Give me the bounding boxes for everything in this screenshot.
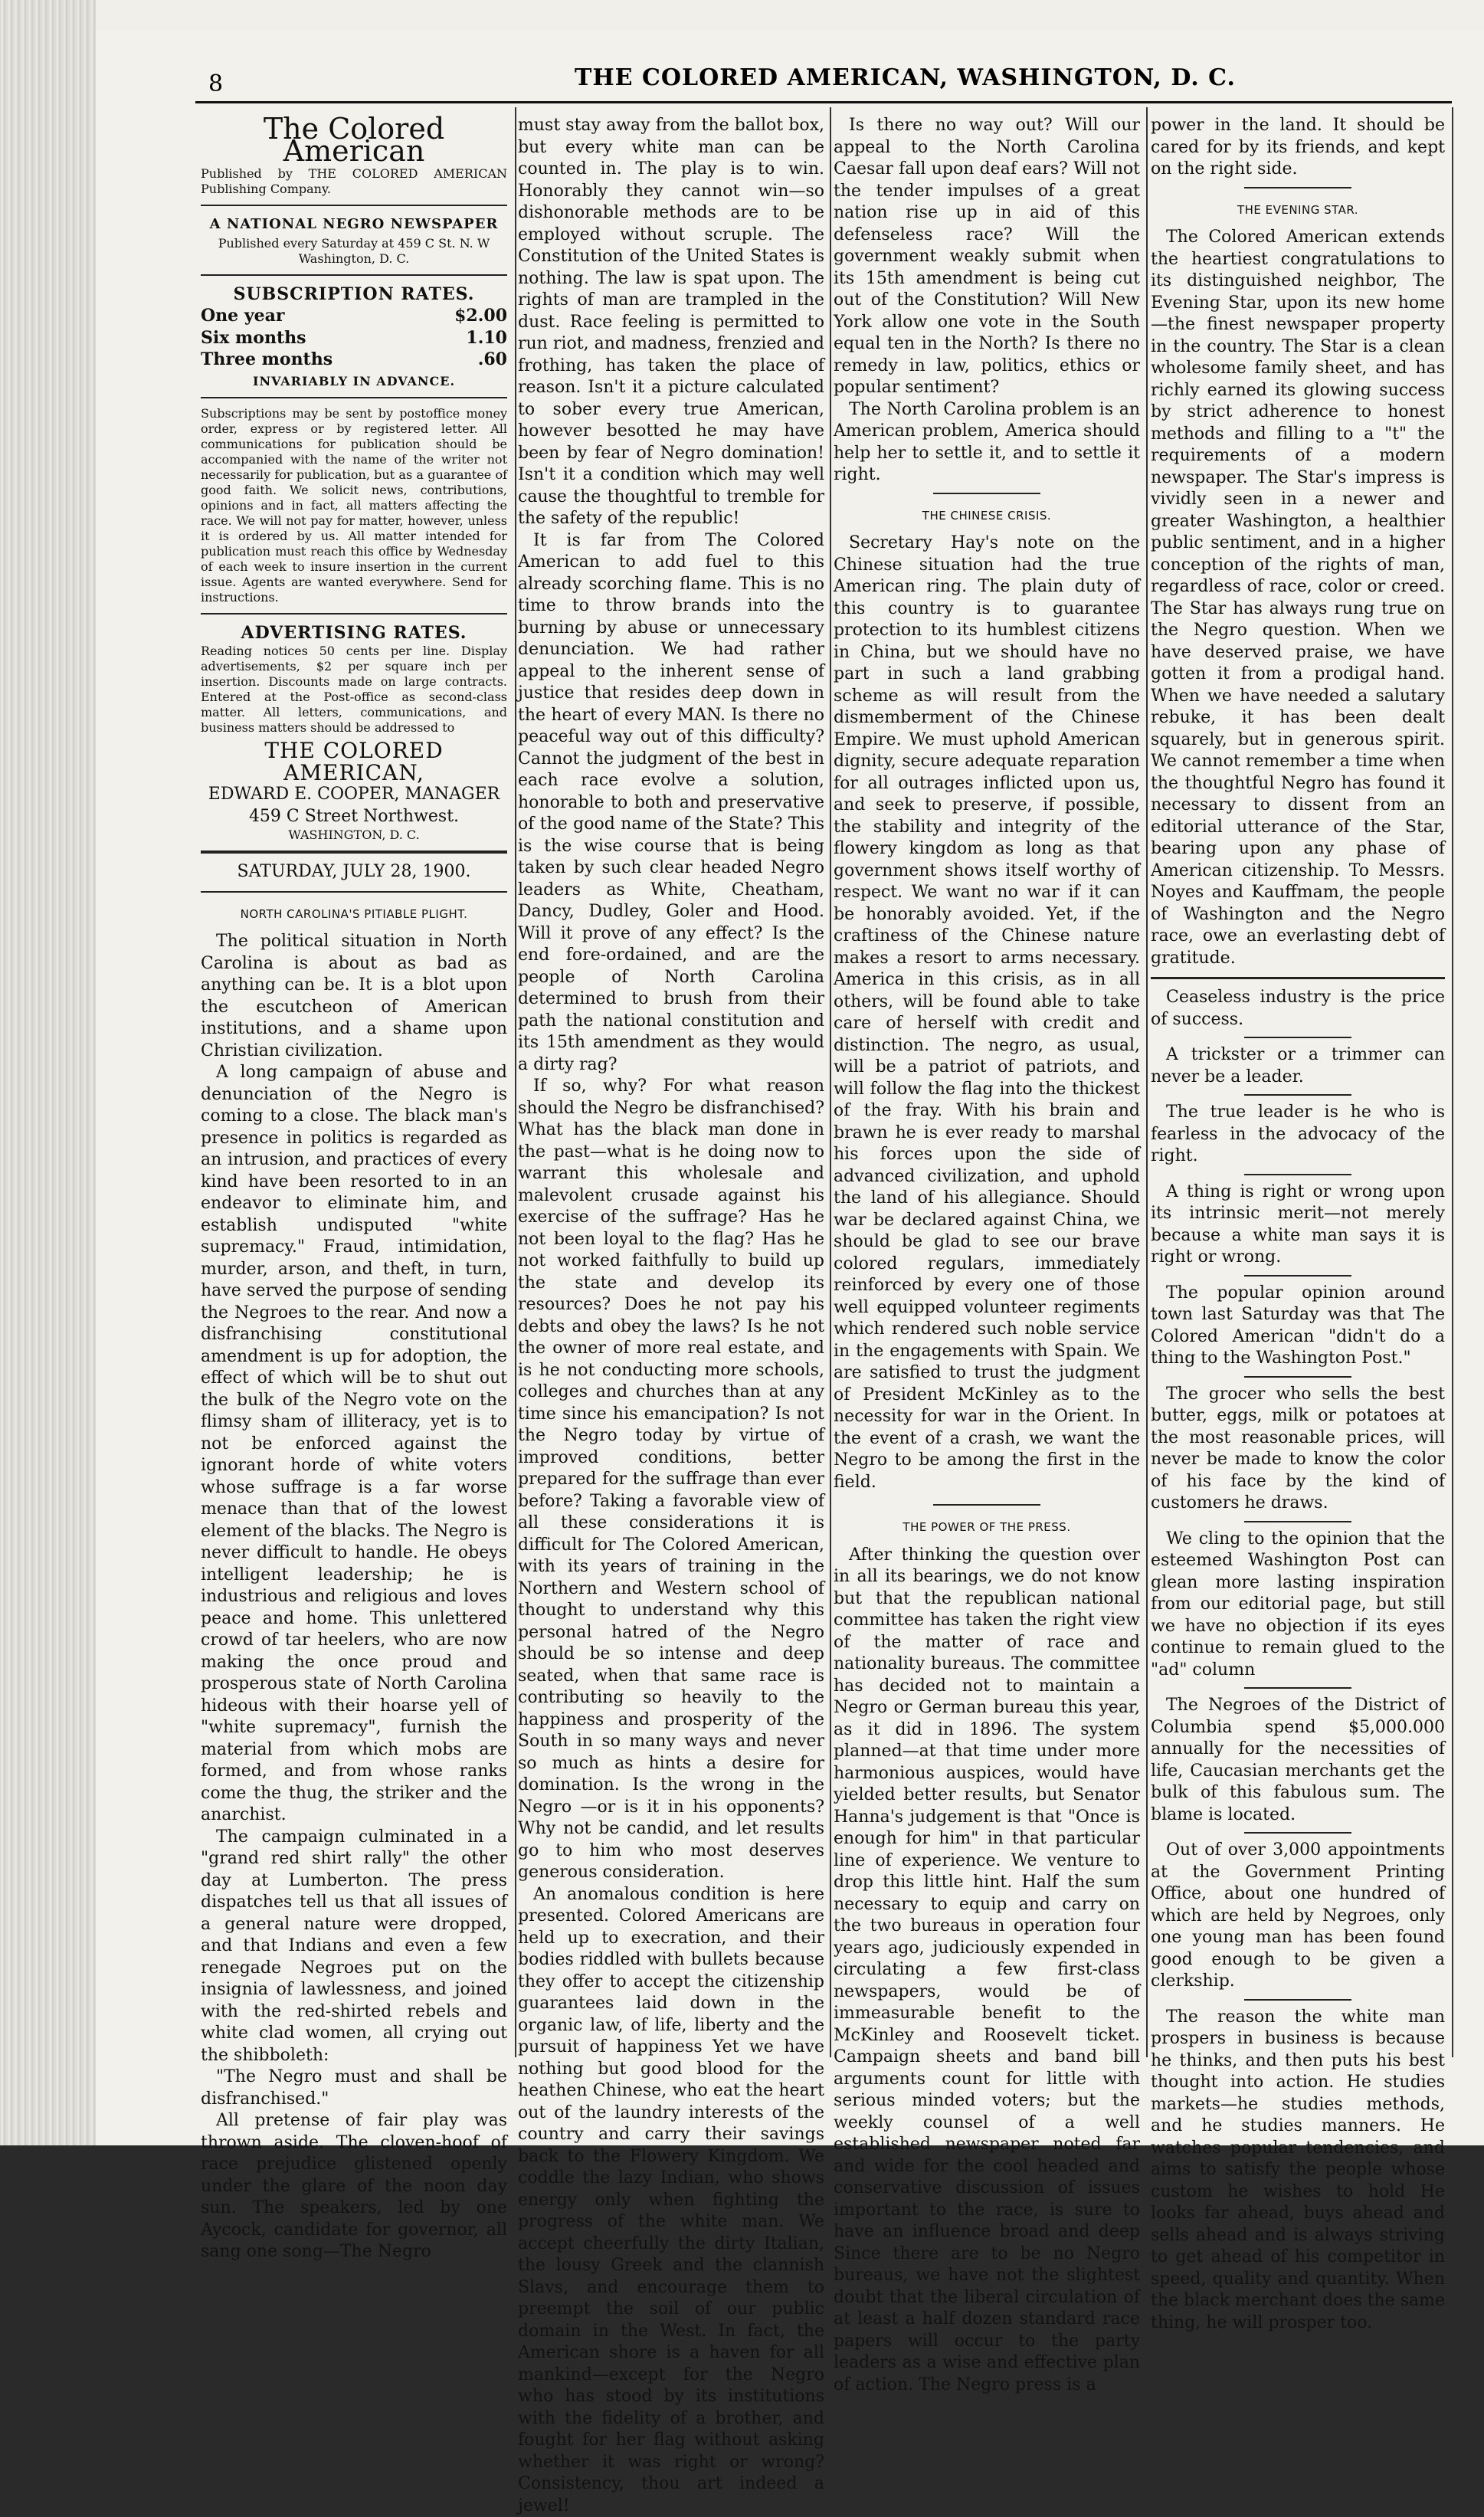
article-heading: NORTH CAROLINA'S PITIABLE PLIGHT. <box>201 903 507 926</box>
paragraph: The campaign culminated in a "grand red shirt rally" the other day at Lumberton. The press dispatches tell us that all issues of a general nature were dropped, and that Indians and even a few renegade Negroes put on the insignia of lawlessness, and joined with the red-shirted rebels and white clad women, all crying out the shibboleth: <box>201 1827 507 2067</box>
rate-row: One year $2.00 <box>201 305 507 327</box>
paragraph: After thinking the question over in all its bearings, we do not know but that the republican national committee has taken the right view of the matter of race and nationality bureaus. The committee has decided not to maintain a Negro or German bureau this year, as it did in 1896. The system planned—at that time under more harmonious auspices, would have yielded better results, but Senator Hanna's judgement is that "Once is enough for him" in that particular line of experience. We venture to drop this little hint. Half the sum necessary to equip and carry on the two bureaus in operation four years ago, judiciously expended in circulating a few first-class newspapers, would be of immeasurable benefit to the McKinley and Roosevelt ticket. Campaign sheets and band bill arguments count for little with serious minded voters; but the weekly counsel of a well established newspaper noted far and wide for the cool headed and conservative discussion of issues important to the race, is sure to have an influence broad and deep Since there are to be no Negro bureaus, we have not the slightest doubt that the liberal circulation of at least a half dozen standard race papers will occur to the party leaders as a wise and effective plan of action. The Negro press is a <box>834 1545 1140 2397</box>
paragraph: Ceaseless industry is the price of success. <box>1151 987 1445 1031</box>
issue-date: SATURDAY, JULY 28, 1900. <box>201 861 507 883</box>
paragraph: All pretense of fair play was thrown aside. The cloven-hoof of race prejudice glistened openly under the glare of the noon day sun. The speakers, led by one Aycock, candidate for governor, all sang one song—The Negro <box>201 2110 507 2263</box>
paragraph: A thing is right or wrong upon its intrinsic merit—not merely because a white man says it is right or wrong. <box>1151 1181 1445 1269</box>
paragraph: It is far from The Colored American to add fuel to this already scorching flame. This is no time to throw brands into the burning by abuse or unnecessary denunciation. We had rather appeal to the inherent sense of justice that resides deep down in the heart of every MAN. Is there no peaceful way out of this difficulty? Cannot the judgment of the best in each race evolve a solution, honorable to both and preservative of the good name of the State? This is the wise course that is being taken by such clear headed Negro leaders as White, Cheatham, Dancy, Dudley, Goler and Hood. Will it prove of any effect? Is the end fore-ordained, and are the people of North Carolina determined to brush from their path the national constitution and its 15th amendment as they would a dirty rag? <box>518 530 824 1077</box>
city-address: WASHINGTON, D. C. <box>201 828 507 843</box>
column-2 <box>518 115 824 2517</box>
address-name: THE COLORED AMERICAN, <box>201 740 507 784</box>
paragraph: must stay away from the ballot box, but every white man can be counted in. The play is to win. Honorably they cannot win—so dishonorable methods are to be employed without scruple. The Constitution of the United States is nothing. The law is spat upon. The rights of man are trampled in the dust. Race feeling is permitted to run riot, and madness, frenzied and frothing, has taken the place of reason. Isn't it a picture calculated to sober every true American, however besotted he may have been by fear of Negro domination! Isn't it a condition which may well cause the thoughtful to tremble for the safety of the republic! <box>518 115 824 530</box>
paragraph: power in the land. It should be cared for by its friends, and kept on the right side. <box>1151 115 1445 181</box>
column-rule <box>515 107 516 2057</box>
paragraph: The Negroes of the District of Columbia spend $5,000.000 annually for the necessities of life, Caucasian merchants get the bulk of this fabulous sum. The blame is located. <box>1151 1695 1445 1826</box>
paragraph: The reason the white man prospers in business is because he thinks, and then puts his best thought into action. He studies markets—he studies methods, and he studies manners. He watches popular tendencies, and aims to satisfy the people whose custom he wishes to hold He looks far ahead, buys ahead and sells ahead and is always striving to get ahead of his competitor in speed, quality and quantity. When the black merchant does the same thing, he will prosper too. <box>1151 2007 1445 2335</box>
paragraph: The true leader is he who is fearless in the advocacy of the right. <box>1151 1102 1445 1168</box>
article-heading: THE EVENING STAR. <box>1151 199 1445 221</box>
column-3 <box>834 115 1140 2396</box>
column-4 <box>1151 115 1445 2334</box>
paragraph: A trickster or a trimmer can never be a leader. <box>1151 1044 1445 1088</box>
paragraph: "The Negro must and shall be disfranchised." <box>201 2066 507 2110</box>
page-number: 8 <box>208 70 223 97</box>
paragraph: The popular opinion around town last Saturday was that The Colored American "didn't do a thing to the Washington Post." <box>1151 1283 1445 1370</box>
rate-row: Six months 1.10 <box>201 327 507 349</box>
subscription-notice: Subscriptions may be sent by postoffice money order, express or by registered letter. All communications for publication should be accompanied with the name of the writer not necessarily for publication, but as a guarantee of good faith. We solicit news, contributions, opinions and in fact, all matters affecting the race. We will not pay for matter, however, unless it is ordered by us. All matter intended for publication must reach this office by Wednesday of each week to insure insertion in the current issue. Agents are wanted everywhere. Send for instructions. <box>201 406 507 605</box>
published-by: Published by THE COLORED AMERICAN Publishing Company. <box>201 166 507 197</box>
street-address: 459 C Street Northwest. <box>201 806 507 828</box>
paragraph: Secretary Hay's note on the Chinese situation had the true American ring. The plain duty of this country is to guarantee protection to its humblest citizens in China, but we should have no part in such a land grabbing scheme as will result from the dismemberment of the Chinese Empire. We must uphold American dignity, secure adequate reparation for all outrages inflicted upon us, and seek to preserve, if possible, the stability and integrity of the flowery kingdom as long as that government shows itself worthy of respect. We want no war if it can be honorably avoided. Yet, if the craftiness of the Chinese nature makes a resort to arms necessary. America in this crisis, as in all others, will be found able to take care of herself with credit and distinction. The negro, as usual, will be a patriot of patriots, and will follow the flag into the thickest of the fray. With his brain and brawn he is ever ready to marshal his forces upon the side of advanced civilization, and uphold the land of his allegiance. Should war be declared against China, we should be glad to see our brave colored regulars, immediately reinforced by every one of those well equipped volunteer regiments which rendered such noble service in the engagements with Spain. We are satisfied to trust the judgment of President McKinley as to the necessity for war in the Orient. In the event of a crash, we want the Negro to be among the first in the field. <box>834 533 1140 1493</box>
paragraph: The North Carolina problem is an American problem, America should help her to settle it, and to settle it right. <box>834 399 1140 487</box>
column-rule <box>1146 107 1148 2057</box>
column-rule <box>830 107 831 2057</box>
article-heading: THE CHINESE CRISIS. <box>834 505 1140 527</box>
subscription-heading: SUBSCRIPTION RATES. <box>201 283 507 306</box>
column-1 <box>201 115 507 2263</box>
paragraph: The political situation in North Carolina is about as bad as anything can be. It is a blot upon the escutcheon of American institutions, and a shame upon Christian civilization. <box>201 931 507 1062</box>
book-spine <box>0 0 96 2145</box>
published-every: Published every Saturday at 459 C St. N. W Washington, D. C. <box>201 236 507 267</box>
paragraph: Out of over 3,000 appointments at the Government Printing Office, about one hundred of which are held by Negroes, only one young man has been found good enough to be given a clerkship. <box>1151 1840 1445 1993</box>
column-rule <box>1452 107 1453 2057</box>
paragraph: The Colored American extends the heartiest congratulations to its distinguished neighbor, The Evening Star, upon its new home—the finest newspaper property in the country. The Star is a clean wholesome family sheet, and has richly earned its glowing success by strict adherence to honest methods and filling to a "t" the requirements of a modern newspaper. The Star's impress is vividly seen in a newer and greater Washington, a healthier public sentiment, and in a higher conception of the rights of man, regardless of race, color or creed. The Star has always rung true on the Negro question. When we have deserved praise, we have gotten it from a prodigal hand. When we have needed a salutary rebuke, it has been dealt squarely, but in generous spirit. We cannot remember a time when the thoughtful Negro has found it necessary to dissent from an editorial utterance of the Star, bearing upon any phase of American citizenship. To Messrs. Noyes and Kauffmam, the people of Washington and the Negro race, owe an everlasting debt of gratitude. <box>1151 227 1445 969</box>
article-heading: THE POWER OF THE PRESS. <box>834 1516 1140 1539</box>
paragraph: An anomalous condition is here presented. Colored Americans are held up to execration, and their bodies riddled with bullets because they offer to accept the citizenship guarantees laid down in the organic law, of life, liberty and the pursuit of happiness Yet we have nothing but good blood for the heathen Chinese, who eat the heart out of the laundry interests of the country and carry their savings back to the Flowery Kingdom. We coddle the lazy Indian, who shows energy only when fighting the progress of the white man. We accept cheerfully the dirty Italian, the lousy Greek and the clannish Slavs, and encourage them to preempt the soil of our public domain in the West. In fact, the American shore is a haven for all mankind—except for the Negro who has stood by its institutions with the fidelity of a brother, and fought for her flag without asking whether it was right or wrong? Consistency, thou art indeed a jewel! <box>518 1884 824 2517</box>
paragraph: A long campaign of abuse and denunciation of the Negro is coming to a close. The black man's presence in politics is regarded as an intrusion, and practices of every kind have been resorted to in an endeavor to eliminate him, and establish undisputed "white supremacy." Fraud, intimidation, murder, arson, and theft, in turn, have served the purpose of sending the Negroes to the rear. And now a disfranchising constitutional amendment is up for adoption, the effect of which will be to shut out the bulk of the Negro vote on the flimsy sham of illiteracy, yet is to not be enforced against the ignorant horde of white voters whose suffrage is a far worse menace than that of the lowest element of the blacks. The Negro is never difficult to handle. He obeys intelligent leadership; he is industrious and religious and loves peace and home. This unlettered crowd of tar heelers, who are now making the once proud and prosperous state of North Carolina hideous with their hoarse yell of "white supremacy", furnish the material from which mobs are formed, and from whose ranks come the thug, the striker and the anarchist. <box>201 1062 507 1827</box>
paragraph: Is there no way out? Will our appeal to the North Carolina Caesar fall upon deaf ears? Will not the tender impulses of a great nation rise up in aid of this defenseless race? Will the government weakly submit when its 15th amendment is being cut out of the Constitution? Will New York allow one vote in the South equal ten in the North? Is there no remedy in law, politics, ethics or popular sentiment? <box>834 115 1140 399</box>
running-head: THE COLORED AMERICAN, WASHINGTON, D. C. <box>575 64 1236 91</box>
paper-name: The Colored American <box>201 118 507 162</box>
tagline: A NATIONAL NEGRO NEWSPAPER <box>201 214 507 236</box>
paragraph: If so, why? For what reason should the Negro be disfranchised? What has the black man done in the past—what is he doing now to warrant this wholesale and malevolent crusade against his exercise of the suffrage? Has he not been loyal to the flag? Has he not worked faithfully to build up the state and develop its resources? Does he not pay his debts and obey the laws? Is he not the owner of more real estate, and is he not conducting more schools, colleges and churches than at any time since his emancipation? Is not the Negro today by virtue of improved conditions, better prepared for the suffrage than ever before? Taking a favorable view of all these considerations it is difficult for The Colored American, with its years of training in the Northern and Western school of thought to understand why this personal hatred of the Negro should be so intense and deep seated, when that same race is contributing so heavily to the happiness and prosperity of the South in so many ways and never so much as hints a desire for domination. Is the wrong in the Negro —or is it in his opponents? Why not be candid, and let results go to him who most deserves generous consideration. <box>518 1076 824 1884</box>
invariably-notice: INVARIABLY IN ADVANCE. <box>201 374 507 389</box>
manager-name: EDWARD E. COOPER, MANAGER <box>201 784 507 806</box>
advertising-notice: Reading notices 50 cents per line. Display advertisements, $2 per square inch per insertion. Discounts made on large contracts. Entered at the Post-office as second-class matter. All letters, communications, and business matters should be addressed to <box>201 644 507 736</box>
advertising-heading: ADVERTISING RATES. <box>201 622 507 644</box>
rate-row: Three months .60 <box>201 349 507 371</box>
paragraph: The grocer who sells the best butter, eggs, milk or potatoes at the most reasonable prices, will never be made to know the color of his face by the kind of customers he draws. <box>1151 1384 1445 1515</box>
header-rule <box>195 101 1452 103</box>
paragraph: We cling to the opinion that the esteemed Washington Post can glean more lasting inspiration from our editorial page, but still we have no objection if its eyes continue to remain glued to the "ad" column <box>1151 1529 1445 1682</box>
